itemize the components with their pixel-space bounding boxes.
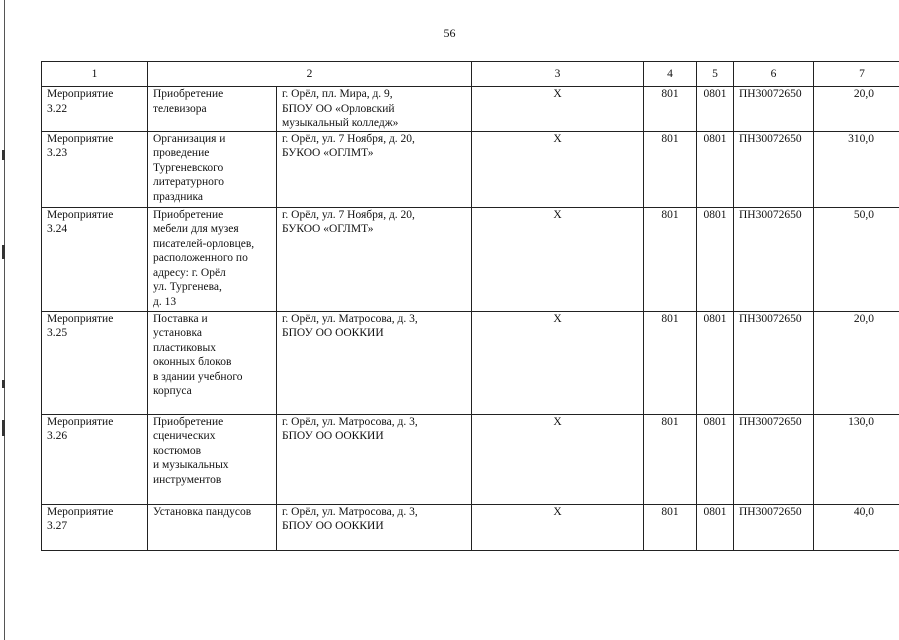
- scan-mark: [2, 380, 5, 388]
- col5-cell: 0801: [697, 207, 734, 311]
- col5-cell: 0801: [697, 504, 734, 550]
- col3-cell: Х: [472, 504, 644, 550]
- event-cell: Мероприятие 3.26: [42, 414, 148, 504]
- header-col-4: 4: [644, 62, 697, 87]
- address-cell: г. Орёл, пл. Мира, д. 9, БПОУ ОО «Орловский музыкальный колледж»: [277, 87, 472, 132]
- table-row: [42, 504, 899, 550]
- name-cell: Организация и проведение Тургеневского литературного праздника: [148, 131, 277, 207]
- col3-cell: Х: [472, 311, 644, 414]
- header-col-6: 6: [734, 62, 814, 87]
- event-cell: Мероприятие 3.25: [42, 311, 148, 414]
- col7-cell: 310,0: [814, 131, 899, 207]
- col4-cell: 801: [644, 87, 697, 132]
- col5-cell: 0801: [697, 131, 734, 207]
- name-cell: Приобретение телевизора: [148, 87, 277, 132]
- event-cell: Мероприятие 3.23: [42, 131, 148, 207]
- name-cell: Установка пандусов: [148, 504, 277, 550]
- col6-cell: ПН30072650: [734, 311, 814, 414]
- col7-cell: 130,0: [814, 414, 899, 504]
- name-cell: Приобретение мебели для музея писателей-орловцев, расположенного по адресу: г. Орёл ул. Тургенева, д. 13: [148, 207, 277, 311]
- scan-mark: [2, 420, 5, 436]
- col4-cell: 801: [644, 311, 697, 414]
- table-row: [42, 414, 899, 504]
- col6-cell: ПН30072650: [734, 504, 814, 550]
- col7-cell: 20,0: [814, 311, 899, 414]
- col7-cell: 50,0: [814, 207, 899, 311]
- col4-cell: 801: [644, 504, 697, 550]
- header-row: [42, 62, 899, 87]
- header-col-1: 1: [42, 62, 148, 87]
- col5-cell: 0801: [697, 87, 734, 132]
- col6-cell: ПН30072650: [734, 87, 814, 132]
- event-cell: Мероприятие 3.22: [42, 87, 148, 132]
- col4-cell: 801: [644, 207, 697, 311]
- col3-cell: Х: [472, 207, 644, 311]
- header-col-2: 2: [148, 62, 472, 87]
- header-col-5: 5: [697, 62, 734, 87]
- address-cell: г. Орёл, ул. Матросова, д. 3, БПОУ ОО ООККИИ: [277, 311, 472, 414]
- col3-cell: Х: [472, 131, 644, 207]
- col7-cell: 40,0: [814, 504, 899, 550]
- header-col-7: 7: [814, 62, 899, 87]
- col5-cell: 0801: [697, 311, 734, 414]
- table-row: [42, 131, 899, 207]
- col5-cell: 0801: [697, 414, 734, 504]
- name-cell: Приобретение сценических костюмов и музыкальных инструментов: [148, 414, 277, 504]
- event-cell: Мероприятие 3.24: [42, 207, 148, 311]
- col4-cell: 801: [644, 414, 697, 504]
- col4-cell: 801: [644, 131, 697, 207]
- table-row: [42, 87, 899, 132]
- scan-left-edge: [4, 0, 5, 640]
- col6-cell: ПН30072650: [734, 414, 814, 504]
- address-cell: г. Орёл, ул. 7 Ноября, д. 20, БУКОО «ОГЛМТ»: [277, 207, 472, 311]
- event-cell: Мероприятие 3.27: [42, 504, 148, 550]
- header-col-3: 3: [472, 62, 644, 87]
- col6-cell: ПН30072650: [734, 207, 814, 311]
- scan-mark: [2, 245, 5, 259]
- address-cell: г. Орёл, ул. Матросова, д. 3, БПОУ ОО ООККИИ: [277, 504, 472, 550]
- col3-cell: Х: [472, 414, 644, 504]
- page-number: 56: [443, 26, 456, 40]
- col7-cell: 20,0: [814, 87, 899, 132]
- name-cell: Поставка и установка пластиковых оконных блоков в здании учебного корпуса: [148, 311, 277, 414]
- table-row: [42, 311, 899, 414]
- budget-table: [41, 61, 899, 551]
- address-cell: г. Орёл, ул. 7 Ноября, д. 20, БУКОО «ОГЛМТ»: [277, 131, 472, 207]
- col3-cell: Х: [472, 87, 644, 132]
- col6-cell: ПН30072650: [734, 131, 814, 207]
- address-cell: г. Орёл, ул. Матросова, д. 3, БПОУ ОО ООККИИ: [277, 414, 472, 504]
- table-row: [42, 207, 899, 311]
- scan-mark: [2, 150, 5, 160]
